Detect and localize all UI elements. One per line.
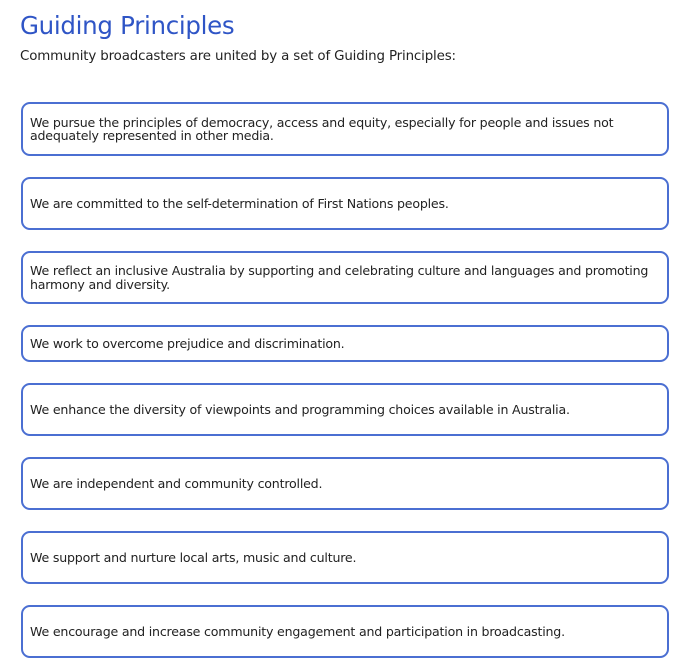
principle-box-overcome-prejudice xyxy=(21,325,669,362)
principle-box-inclusive-australia xyxy=(21,251,669,304)
principle-box-independent xyxy=(21,457,669,510)
intro-text: Community broadcasters are united by a set of Guiding Principles: xyxy=(20,49,456,64)
principle-text: We are committed to the self-determination of First Nations peoples. xyxy=(30,195,449,211)
principle-text: We pursue the principles of democracy, access and equity, especially for people and issues not adequately represented in other media. xyxy=(30,114,614,143)
principle-text: We reflect an inclusive Australia by supporting and celebrating culture and languages and promoting harmony and diversity. xyxy=(30,263,649,292)
principle-text: We are independent and community controlled. xyxy=(30,475,323,491)
principle-text: We encourage and increase community engagement and participation in broadcasting. xyxy=(30,623,565,639)
principle-text: We work to overcome prejudice and discrimination. xyxy=(30,335,345,351)
principle-box-democracy xyxy=(21,102,669,156)
principle-text: We support and nurture local arts, music and culture. xyxy=(30,549,357,565)
principle-box-community-engagement xyxy=(21,605,669,658)
principle-box-local-arts xyxy=(21,531,669,584)
principle-box-diversity-of-viewpoints xyxy=(21,383,669,436)
principle-text: We enhance the diversity of viewpoints and programming choices available in Australia. xyxy=(30,401,570,417)
principle-box-first-nations xyxy=(21,177,669,230)
page-title: Guiding Principles xyxy=(20,11,235,40)
